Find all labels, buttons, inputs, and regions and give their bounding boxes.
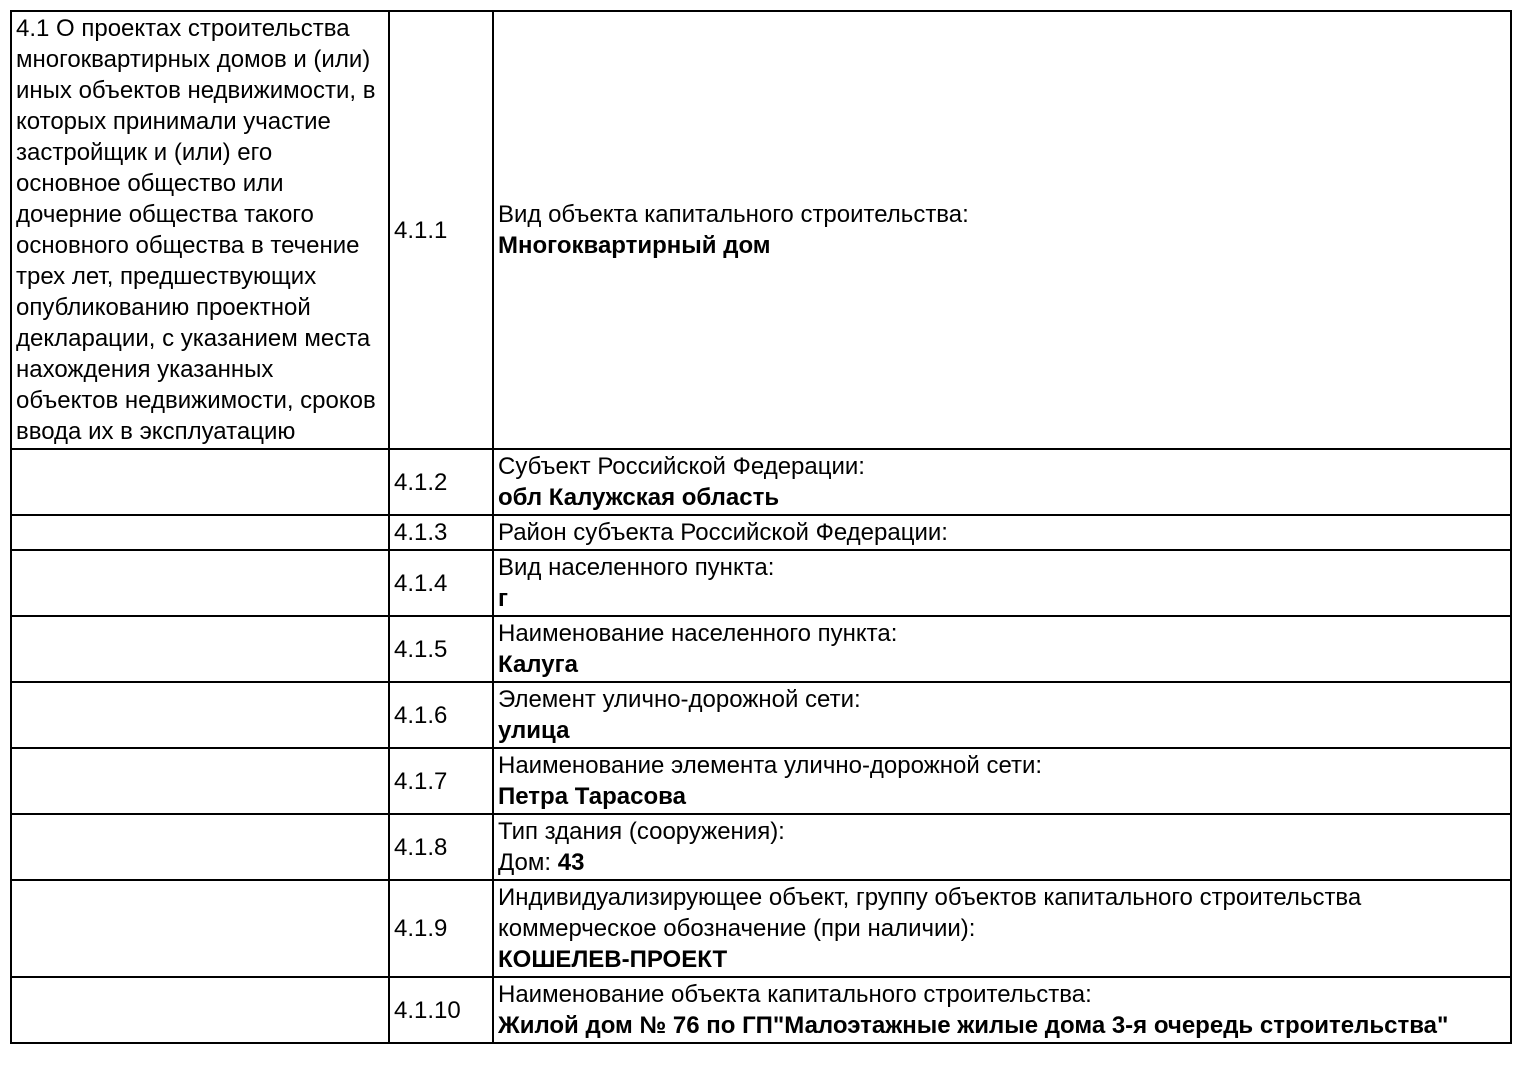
table-row: [11, 11, 1511, 449]
field-value-line: [498, 715, 1504, 746]
row-number: 4.1.6: [394, 701, 448, 729]
field-label: Наименование населенного пункта:: [498, 620, 898, 647]
section-cell: [11, 11, 389, 449]
row-content-cell: [493, 682, 1511, 748]
row-number: 4.1.9: [394, 915, 448, 942]
field-label: Наименование объекта капитального строительства:: [498, 981, 1092, 1008]
field-value-line: [498, 847, 1504, 878]
row-number-cell: [389, 748, 493, 814]
row-number-cell: [389, 682, 493, 748]
row-number: 4.1.8: [394, 833, 448, 861]
section-cell: [11, 977, 389, 1043]
table-row: [11, 449, 1511, 515]
section-cell: [11, 449, 389, 515]
field-value: Петра Тарасова: [498, 783, 686, 810]
field-value: улица: [498, 717, 570, 744]
table-row: [11, 550, 1511, 616]
field-value-line: [498, 482, 1504, 513]
field-value-line: [498, 781, 1504, 812]
row-number-cell: [389, 814, 493, 880]
row-content-cell: [493, 616, 1511, 682]
table-row: [11, 977, 1511, 1043]
field-value: Жилой дом № 76 по ГП"Малоэтажные жилые дома 3-я очередь строительства": [498, 1012, 1449, 1039]
row-content-cell: [493, 814, 1511, 880]
row-number-cell: [389, 550, 493, 616]
row-content-cell: [493, 515, 1511, 550]
field-value: 43: [557, 849, 585, 876]
field-value-line: [498, 1010, 1504, 1041]
row-number: 4.1.7: [394, 767, 448, 795]
section-cell: [11, 550, 389, 616]
field-value-prefix: Дом:: [498, 849, 558, 876]
section-cell: [11, 682, 389, 748]
table-body: [11, 11, 1511, 1043]
field-value-line: [498, 583, 1504, 614]
field-value: КОШЕЛЕВ-ПРОЕКТ: [498, 946, 728, 973]
field-value: обл Калужская область: [498, 484, 780, 511]
row-content-cell: [493, 550, 1511, 616]
field-label: Тип здания (сооружения):: [498, 818, 785, 845]
row-number: 4.1.10: [394, 996, 461, 1024]
row-number-cell: [389, 11, 493, 449]
section-label: 4.1 О проектах строительства многоквартирных домов и (или) иных объектов недвижимости, в которых принимали участие застройщик и (или) его основное общество или дочерние общества такого основного общества в течение трех лет, предшествующих опубликованию проектной декларации, с указанием места нахождения указанных объектов недвижимости, сроков ввода их в эксплуатацию: [16, 15, 376, 445]
table-row: [11, 814, 1511, 880]
field-value: г: [498, 585, 508, 612]
row-number: 4.1.4: [394, 569, 448, 597]
field-value: Многоквартирный дом: [498, 232, 771, 259]
field-label: Субъект Российской Федерации:: [498, 453, 865, 480]
row-content-cell: [493, 880, 1511, 977]
table-row: [11, 880, 1511, 977]
project-declaration-table: [10, 10, 1512, 1044]
row-number: 4.1.1: [394, 216, 448, 244]
field-value: Калуга: [498, 651, 578, 678]
row-number: 4.1.3: [394, 519, 448, 546]
field-value-line: [498, 944, 1504, 975]
section-cell: [11, 748, 389, 814]
row-content-cell: [493, 977, 1511, 1043]
field-label: Вид объекта капитального строительства:: [498, 201, 969, 228]
field-label: Наименование элемента улично-дорожной сети:: [498, 752, 1043, 779]
row-number-cell: [389, 616, 493, 682]
field-label: Вид населенного пункта:: [498, 554, 775, 581]
row-number-cell: [389, 977, 493, 1043]
row-number-cell: [389, 449, 493, 515]
table-row: [11, 515, 1511, 550]
field-label: Элемент улично-дорожной сети:: [498, 686, 861, 713]
section-cell: [11, 814, 389, 880]
section-cell: [11, 880, 389, 977]
field-label: Район субъекта Российской Федерации:: [498, 519, 948, 546]
section-cell: [11, 515, 389, 550]
row-content-cell: [493, 449, 1511, 515]
row-number-cell: [389, 515, 493, 550]
field-value-line: [498, 230, 1504, 261]
table-row: [11, 616, 1511, 682]
row-content-cell: [493, 748, 1511, 814]
table-row: [11, 748, 1511, 814]
field-label: Индивидуализирующее объект, группу объектов капитального строительства коммерческое обозначение (при наличии):: [498, 884, 1362, 942]
row-number: 4.1.2: [394, 468, 448, 496]
row-content-cell: [493, 11, 1511, 449]
field-value-line: [498, 649, 1504, 680]
row-number: 4.1.5: [394, 635, 448, 663]
row-number-cell: [389, 880, 493, 977]
section-cell: [11, 616, 389, 682]
table-row: [11, 682, 1511, 748]
